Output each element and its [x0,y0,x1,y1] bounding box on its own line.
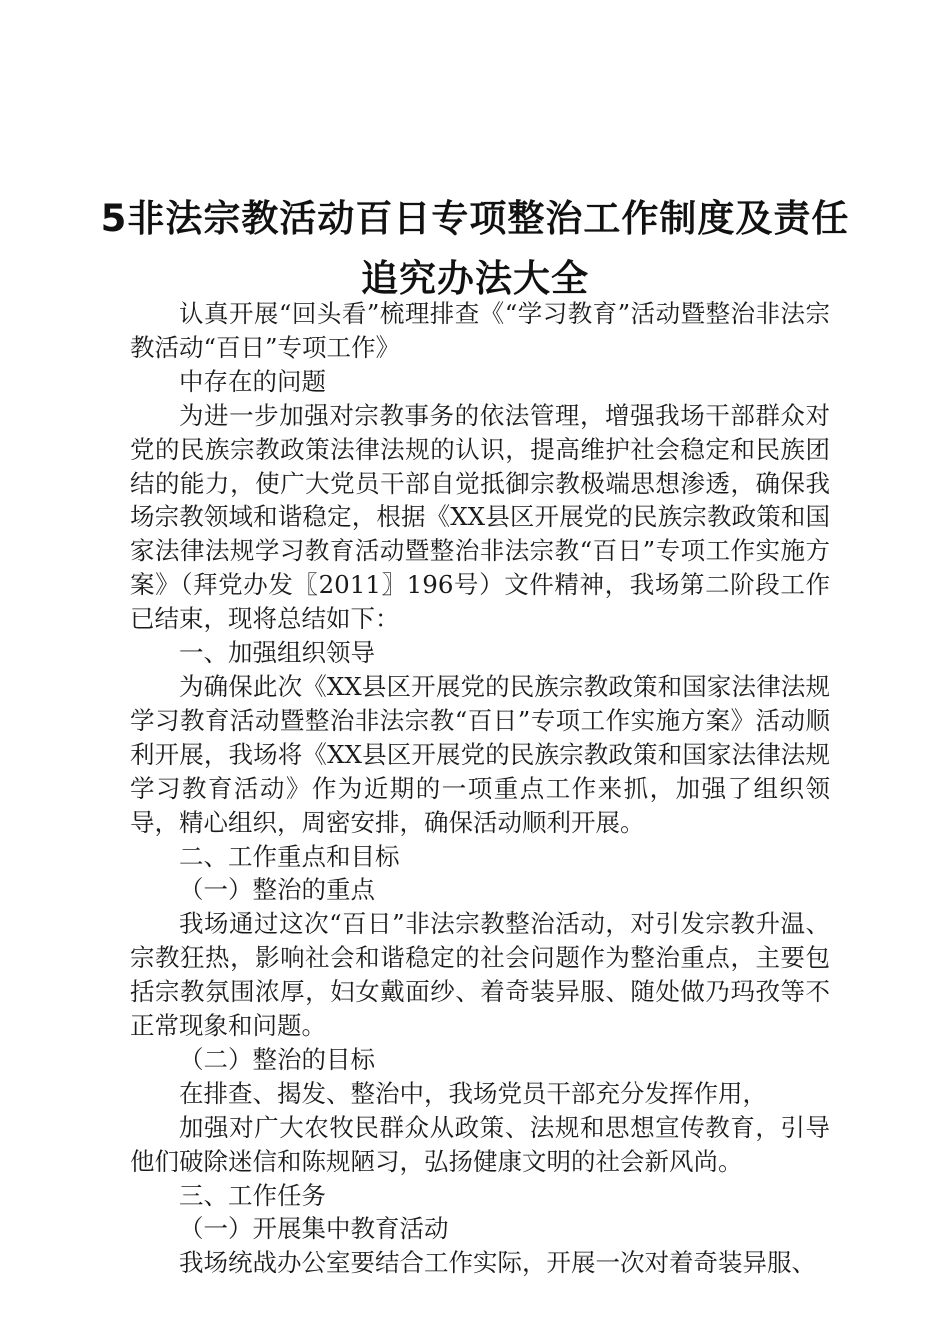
section-heading: 三、工作任务 [179,1180,326,1210]
subsection-heading: （一）整治的重点 [179,875,375,905]
paragraph: 认真开展“回头看”梳理排查《“学习教育”活动暨整治非法宗教活动“百日”专项工作》 [130,299,830,362]
section-heading: 一、加强组织领导 [179,638,375,668]
paragraph: 我场统战办公室要结合工作实际，开展一次对着奇装异服、 [179,1248,816,1278]
paragraph: 我场通过这次“百日”非法宗教整治活动，对引发宗教升温、宗教狂热，影响社会和谐稳定的社会问题作为整治重点，主要包括宗教氛围浓厚，妇女戴面纱、着奇装异服、随处做乃玛孜等不正常现象和问题。 [130,909,830,1041]
paragraph: 加强对广大农牧民群众从政策、法规和思想宣传教育，引导他们破除迷信和陈规陋习，弘扬健康文明的社会新风尚。 [130,1112,830,1176]
document-title-line-1: 5非法宗教活动百日专项整治工作制度及责任 [100,197,850,240]
section-heading: 二、工作重点和目标 [179,841,400,871]
subsection-heading: （一）开展集中教育活动 [179,1214,449,1244]
subsection-heading: （二）整治的目标 [179,1044,375,1074]
document-title-line-2: 追究办法大全 [361,257,589,300]
paragraph: 为确保此次《XX县区开展党的民族宗教政策和国家法律法规学习教育活动暨整治非法宗教“百日”专项工作实施方案》活动顺利开展，我场将《XX县区开展党的民族宗教政策和国家法律法规学习教育活动》作为近期的一项重点工作来抓，加强了组织领导，精心组织，周密安排，确保活动顺利开展。 [130,671,830,837]
document-body [130,297,830,1280]
paragraph: 为进一步加强对宗教事务的依法管理，增强我场干部群众对党的民族宗教政策法律法规的认识，提高维护社会稳定和民族团结的能力，使广大党员干部自觉抵御宗教极端思想渗透，确保我场宗教领域和谐稳定，根据《XX县区开展党的民族宗教政策和国家法律法规学习教育活动暨整治非法宗教“百日”专项工作实施方案》（拜党办发〖2011〗196号）文件精神，我场第二阶段工作已结束，现将总结如下： [130,400,830,634]
paragraph: 在排查、揭发、整治中，我场党员干部充分发挥作用， [179,1078,767,1108]
paragraph: 中存在的问题 [179,366,326,396]
